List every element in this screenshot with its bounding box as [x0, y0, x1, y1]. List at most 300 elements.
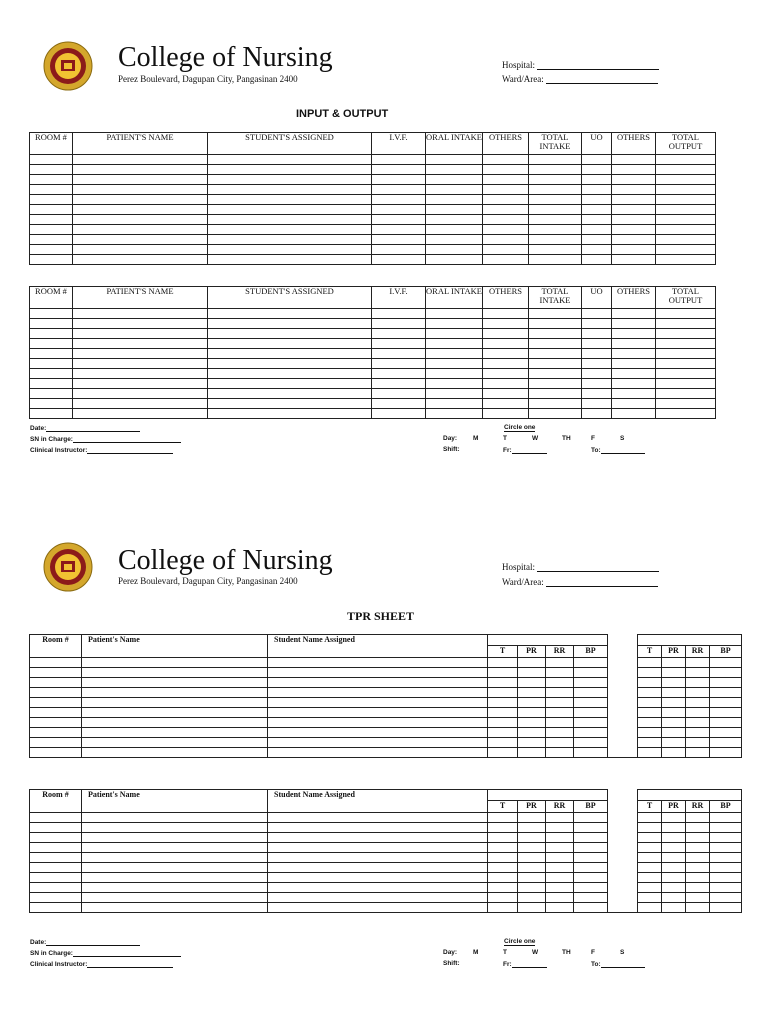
table-cell[interactable]	[30, 853, 82, 863]
table-cell[interactable]	[529, 195, 582, 205]
table-cell[interactable]	[529, 245, 582, 255]
table-cell[interactable]	[710, 883, 742, 893]
table-cell[interactable]	[582, 255, 612, 265]
table-cell[interactable]	[529, 205, 582, 215]
table-cell[interactable]	[30, 893, 82, 903]
table-cell[interactable]	[638, 883, 662, 893]
table-cell[interactable]	[656, 235, 716, 245]
table-cell[interactable]	[582, 339, 612, 349]
table-cell[interactable]	[710, 873, 742, 883]
table-cell[interactable]	[612, 309, 656, 319]
table-cell[interactable]	[529, 369, 582, 379]
table-cell[interactable]	[30, 205, 73, 215]
table-cell[interactable]	[483, 255, 529, 265]
table-cell[interactable]	[208, 399, 372, 409]
table-cell[interactable]	[529, 155, 582, 165]
table-cell[interactable]	[73, 165, 208, 175]
table-cell[interactable]	[30, 668, 82, 678]
table-cell[interactable]	[612, 165, 656, 175]
table-cell[interactable]	[686, 688, 710, 698]
table-cell[interactable]	[268, 708, 488, 718]
table-cell[interactable]	[372, 409, 426, 419]
table-cell[interactable]	[488, 688, 518, 698]
table-cell[interactable]	[574, 853, 608, 863]
table-cell[interactable]	[518, 658, 546, 668]
table-cell[interactable]	[582, 175, 612, 185]
table-cell[interactable]	[30, 823, 82, 833]
table-cell[interactable]	[30, 708, 82, 718]
table-cell[interactable]	[638, 728, 662, 738]
table-cell[interactable]	[546, 833, 574, 843]
table-cell[interactable]	[574, 843, 608, 853]
table-cell[interactable]	[638, 813, 662, 823]
table-cell[interactable]	[30, 329, 73, 339]
table-cell[interactable]	[30, 688, 82, 698]
table-cell[interactable]	[30, 155, 73, 165]
table-cell[interactable]	[662, 873, 686, 883]
table-cell[interactable]	[686, 903, 710, 913]
table-cell[interactable]	[483, 175, 529, 185]
table-cell[interactable]	[686, 718, 710, 728]
table-cell[interactable]	[546, 708, 574, 718]
table-cell[interactable]	[488, 893, 518, 903]
table-cell[interactable]	[82, 903, 268, 913]
table-cell[interactable]	[426, 185, 483, 195]
table-cell[interactable]	[710, 813, 742, 823]
table-cell[interactable]	[574, 833, 608, 843]
table-cell[interactable]	[426, 165, 483, 175]
table-cell[interactable]	[582, 205, 612, 215]
table-cell[interactable]	[582, 309, 612, 319]
table-cell[interactable]	[612, 359, 656, 369]
table-cell[interactable]	[529, 339, 582, 349]
table-cell[interactable]	[483, 245, 529, 255]
table-cell[interactable]	[686, 893, 710, 903]
table-cell[interactable]	[686, 853, 710, 863]
table-cell[interactable]	[662, 658, 686, 668]
table-cell[interactable]	[656, 329, 716, 339]
table-cell[interactable]	[426, 309, 483, 319]
table-cell[interactable]	[518, 823, 546, 833]
table-cell[interactable]	[372, 195, 426, 205]
table-cell[interactable]	[73, 319, 208, 329]
table-cell[interactable]	[483, 359, 529, 369]
table-cell[interactable]	[656, 339, 716, 349]
table-cell[interactable]	[426, 205, 483, 215]
table-cell[interactable]	[372, 255, 426, 265]
table-cell[interactable]	[662, 833, 686, 843]
table-cell[interactable]	[372, 369, 426, 379]
table-cell[interactable]	[656, 215, 716, 225]
table-cell[interactable]	[662, 853, 686, 863]
table-cell[interactable]	[574, 688, 608, 698]
table-cell[interactable]	[686, 678, 710, 688]
table-cell[interactable]	[426, 359, 483, 369]
table-cell[interactable]	[662, 668, 686, 678]
table-cell[interactable]	[546, 873, 574, 883]
table-cell[interactable]	[483, 195, 529, 205]
table-cell[interactable]	[208, 175, 372, 185]
table-cell[interactable]	[656, 195, 716, 205]
table-cell[interactable]	[518, 678, 546, 688]
table-cell[interactable]	[656, 409, 716, 419]
table-cell[interactable]	[488, 728, 518, 738]
table-cell[interactable]	[82, 718, 268, 728]
table-cell[interactable]	[710, 728, 742, 738]
table-cell[interactable]	[268, 678, 488, 688]
table-cell[interactable]	[574, 668, 608, 678]
table-cell[interactable]	[529, 379, 582, 389]
table-cell[interactable]	[30, 813, 82, 823]
table-cell[interactable]	[73, 185, 208, 195]
table-cell[interactable]	[488, 738, 518, 748]
table-cell[interactable]	[638, 748, 662, 758]
table-cell[interactable]	[662, 843, 686, 853]
table-cell[interactable]	[30, 678, 82, 688]
table-cell[interactable]	[582, 225, 612, 235]
table-cell[interactable]	[73, 205, 208, 215]
table-cell[interactable]	[268, 738, 488, 748]
table-cell[interactable]	[582, 215, 612, 225]
table-cell[interactable]	[710, 658, 742, 668]
table-cell[interactable]	[546, 903, 574, 913]
table-cell[interactable]	[612, 225, 656, 235]
table-cell[interactable]	[483, 185, 529, 195]
table-cell[interactable]	[546, 688, 574, 698]
table-cell[interactable]	[546, 843, 574, 853]
table-cell[interactable]	[529, 165, 582, 175]
table-cell[interactable]	[30, 399, 73, 409]
table-cell[interactable]	[426, 245, 483, 255]
table-cell[interactable]	[483, 155, 529, 165]
table-cell[interactable]	[372, 235, 426, 245]
table-cell[interactable]	[82, 658, 268, 668]
table-cell[interactable]	[686, 658, 710, 668]
table-cell[interactable]	[426, 379, 483, 389]
table-cell[interactable]	[372, 349, 426, 359]
table-cell[interactable]	[582, 329, 612, 339]
table-cell[interactable]	[30, 225, 73, 235]
table-cell[interactable]	[662, 823, 686, 833]
table-cell[interactable]	[268, 658, 488, 668]
table-cell[interactable]	[426, 369, 483, 379]
table-cell[interactable]	[686, 708, 710, 718]
table-cell[interactable]	[612, 235, 656, 245]
table-cell[interactable]	[426, 389, 483, 399]
table-cell[interactable]	[638, 823, 662, 833]
table-cell[interactable]	[483, 349, 529, 359]
table-cell[interactable]	[574, 718, 608, 728]
table-cell[interactable]	[710, 688, 742, 698]
table-cell[interactable]	[612, 155, 656, 165]
table-cell[interactable]	[483, 319, 529, 329]
table-cell[interactable]	[612, 175, 656, 185]
table-cell[interactable]	[612, 319, 656, 329]
table-cell[interactable]	[268, 748, 488, 758]
table-cell[interactable]	[488, 843, 518, 853]
table-cell[interactable]	[529, 329, 582, 339]
table-cell[interactable]	[518, 698, 546, 708]
table-cell[interactable]	[686, 748, 710, 758]
table-cell[interactable]	[30, 728, 82, 738]
table-cell[interactable]	[582, 235, 612, 245]
table-cell[interactable]	[73, 399, 208, 409]
table-cell[interactable]	[710, 863, 742, 873]
table-cell[interactable]	[268, 833, 488, 843]
table-cell[interactable]	[268, 863, 488, 873]
table-cell[interactable]	[662, 748, 686, 758]
table-cell[interactable]	[268, 853, 488, 863]
table-cell[interactable]	[518, 833, 546, 843]
table-cell[interactable]	[662, 903, 686, 913]
table-cell[interactable]	[574, 903, 608, 913]
table-cell[interactable]	[638, 853, 662, 863]
table-cell[interactable]	[638, 708, 662, 718]
table-cell[interactable]	[612, 245, 656, 255]
table-cell[interactable]	[73, 309, 208, 319]
table-cell[interactable]	[638, 658, 662, 668]
table-cell[interactable]	[518, 728, 546, 738]
table-cell[interactable]	[426, 349, 483, 359]
table-cell[interactable]	[546, 718, 574, 728]
table-cell[interactable]	[30, 359, 73, 369]
table-cell[interactable]	[546, 678, 574, 688]
table-cell[interactable]	[30, 389, 73, 399]
table-cell[interactable]	[638, 738, 662, 748]
table-cell[interactable]	[656, 165, 716, 175]
table-cell[interactable]	[582, 195, 612, 205]
table-cell[interactable]	[574, 738, 608, 748]
table-cell[interactable]	[82, 863, 268, 873]
table-cell[interactable]	[686, 728, 710, 738]
table-cell[interactable]	[268, 813, 488, 823]
table-cell[interactable]	[686, 698, 710, 708]
table-cell[interactable]	[426, 235, 483, 245]
table-cell[interactable]	[268, 873, 488, 883]
table-cell[interactable]	[612, 409, 656, 419]
table-cell[interactable]	[662, 893, 686, 903]
table-cell[interactable]	[518, 893, 546, 903]
table-cell[interactable]	[546, 748, 574, 758]
table-cell[interactable]	[73, 339, 208, 349]
table-cell[interactable]	[638, 668, 662, 678]
table-cell[interactable]	[582, 359, 612, 369]
table-cell[interactable]	[518, 903, 546, 913]
table-cell[interactable]	[426, 319, 483, 329]
table-cell[interactable]	[546, 883, 574, 893]
table-cell[interactable]	[488, 698, 518, 708]
table-cell[interactable]	[529, 215, 582, 225]
table-cell[interactable]	[82, 708, 268, 718]
table-cell[interactable]	[582, 409, 612, 419]
table-cell[interactable]	[582, 349, 612, 359]
table-cell[interactable]	[208, 165, 372, 175]
table-cell[interactable]	[656, 389, 716, 399]
table-cell[interactable]	[488, 748, 518, 758]
table-cell[interactable]	[73, 369, 208, 379]
table-cell[interactable]	[612, 215, 656, 225]
table-cell[interactable]	[582, 165, 612, 175]
table-cell[interactable]	[426, 255, 483, 265]
table-cell[interactable]	[30, 255, 73, 265]
table-cell[interactable]	[73, 195, 208, 205]
table-cell[interactable]	[268, 668, 488, 678]
table-cell[interactable]	[710, 678, 742, 688]
table-cell[interactable]	[483, 379, 529, 389]
table-cell[interactable]	[483, 205, 529, 215]
table-cell[interactable]	[546, 668, 574, 678]
table-cell[interactable]	[82, 893, 268, 903]
table-cell[interactable]	[208, 225, 372, 235]
table-cell[interactable]	[208, 235, 372, 245]
table-cell[interactable]	[638, 698, 662, 708]
table-cell[interactable]	[82, 748, 268, 758]
table-cell[interactable]	[208, 349, 372, 359]
table-cell[interactable]	[73, 245, 208, 255]
table-cell[interactable]	[612, 349, 656, 359]
table-cell[interactable]	[582, 155, 612, 165]
table-cell[interactable]	[686, 863, 710, 873]
table-cell[interactable]	[208, 255, 372, 265]
table-cell[interactable]	[73, 155, 208, 165]
table-cell[interactable]	[488, 678, 518, 688]
table-cell[interactable]	[82, 813, 268, 823]
table-cell[interactable]	[426, 225, 483, 235]
table-cell[interactable]	[638, 678, 662, 688]
table-cell[interactable]	[710, 748, 742, 758]
table-cell[interactable]	[73, 215, 208, 225]
table-cell[interactable]	[656, 245, 716, 255]
table-cell[interactable]	[574, 708, 608, 718]
table-cell[interactable]	[546, 863, 574, 873]
table-cell[interactable]	[208, 309, 372, 319]
table-cell[interactable]	[426, 215, 483, 225]
table-cell[interactable]	[30, 339, 73, 349]
table-cell[interactable]	[529, 359, 582, 369]
table-cell[interactable]	[686, 833, 710, 843]
table-cell[interactable]	[638, 718, 662, 728]
table-cell[interactable]	[372, 245, 426, 255]
table-cell[interactable]	[82, 853, 268, 863]
table-cell[interactable]	[30, 409, 73, 419]
table-cell[interactable]	[82, 688, 268, 698]
table-cell[interactable]	[488, 823, 518, 833]
table-cell[interactable]	[710, 893, 742, 903]
table-cell[interactable]	[82, 678, 268, 688]
table-cell[interactable]	[268, 728, 488, 738]
table-cell[interactable]	[30, 349, 73, 359]
table-cell[interactable]	[268, 893, 488, 903]
table-cell[interactable]	[662, 728, 686, 738]
table-cell[interactable]	[518, 708, 546, 718]
table-cell[interactable]	[73, 359, 208, 369]
table-cell[interactable]	[426, 399, 483, 409]
table-cell[interactable]	[30, 833, 82, 843]
table-cell[interactable]	[208, 155, 372, 165]
table-cell[interactable]	[574, 728, 608, 738]
table-cell[interactable]	[612, 329, 656, 339]
table-cell[interactable]	[483, 389, 529, 399]
table-cell[interactable]	[488, 813, 518, 823]
table-cell[interactable]	[73, 379, 208, 389]
table-cell[interactable]	[656, 319, 716, 329]
table-cell[interactable]	[574, 883, 608, 893]
table-cell[interactable]	[483, 339, 529, 349]
table-cell[interactable]	[546, 823, 574, 833]
table-cell[interactable]	[372, 225, 426, 235]
table-cell[interactable]	[82, 823, 268, 833]
table-cell[interactable]	[208, 319, 372, 329]
table-cell[interactable]	[638, 863, 662, 873]
table-cell[interactable]	[612, 195, 656, 205]
table-cell[interactable]	[582, 389, 612, 399]
table-cell[interactable]	[656, 185, 716, 195]
table-cell[interactable]	[30, 873, 82, 883]
table-cell[interactable]	[82, 833, 268, 843]
table-cell[interactable]	[662, 863, 686, 873]
table-cell[interactable]	[30, 748, 82, 758]
table-cell[interactable]	[574, 748, 608, 758]
table-cell[interactable]	[656, 225, 716, 235]
table-cell[interactable]	[518, 843, 546, 853]
table-cell[interactable]	[483, 225, 529, 235]
table-cell[interactable]	[518, 873, 546, 883]
table-cell[interactable]	[656, 399, 716, 409]
table-cell[interactable]	[426, 409, 483, 419]
table-cell[interactable]	[529, 389, 582, 399]
table-cell[interactable]	[546, 853, 574, 863]
table-cell[interactable]	[518, 718, 546, 728]
table-cell[interactable]	[582, 245, 612, 255]
table-cell[interactable]	[518, 748, 546, 758]
table-cell[interactable]	[710, 698, 742, 708]
table-cell[interactable]	[612, 389, 656, 399]
table-cell[interactable]	[82, 883, 268, 893]
table-cell[interactable]	[268, 883, 488, 893]
table-cell[interactable]	[518, 863, 546, 873]
table-cell[interactable]	[483, 399, 529, 409]
table-cell[interactable]	[483, 329, 529, 339]
table-cell[interactable]	[529, 409, 582, 419]
table-cell[interactable]	[483, 165, 529, 175]
table-cell[interactable]	[426, 195, 483, 205]
table-cell[interactable]	[426, 339, 483, 349]
table-cell[interactable]	[208, 339, 372, 349]
table-cell[interactable]	[686, 873, 710, 883]
table-cell[interactable]	[488, 863, 518, 873]
table-cell[interactable]	[268, 688, 488, 698]
table-cell[interactable]	[686, 823, 710, 833]
table-cell[interactable]	[656, 369, 716, 379]
table-cell[interactable]	[30, 379, 73, 389]
table-cell[interactable]	[488, 658, 518, 668]
table-cell[interactable]	[529, 319, 582, 329]
table-cell[interactable]	[612, 369, 656, 379]
table-cell[interactable]	[488, 903, 518, 913]
table-cell[interactable]	[488, 668, 518, 678]
table-cell[interactable]	[546, 658, 574, 668]
table-cell[interactable]	[82, 738, 268, 748]
table-cell[interactable]	[268, 843, 488, 853]
table-cell[interactable]	[529, 349, 582, 359]
table-cell[interactable]	[30, 863, 82, 873]
table-cell[interactable]	[30, 718, 82, 728]
table-cell[interactable]	[372, 329, 426, 339]
table-cell[interactable]	[710, 903, 742, 913]
table-cell[interactable]	[483, 409, 529, 419]
table-cell[interactable]	[612, 339, 656, 349]
table-cell[interactable]	[208, 379, 372, 389]
